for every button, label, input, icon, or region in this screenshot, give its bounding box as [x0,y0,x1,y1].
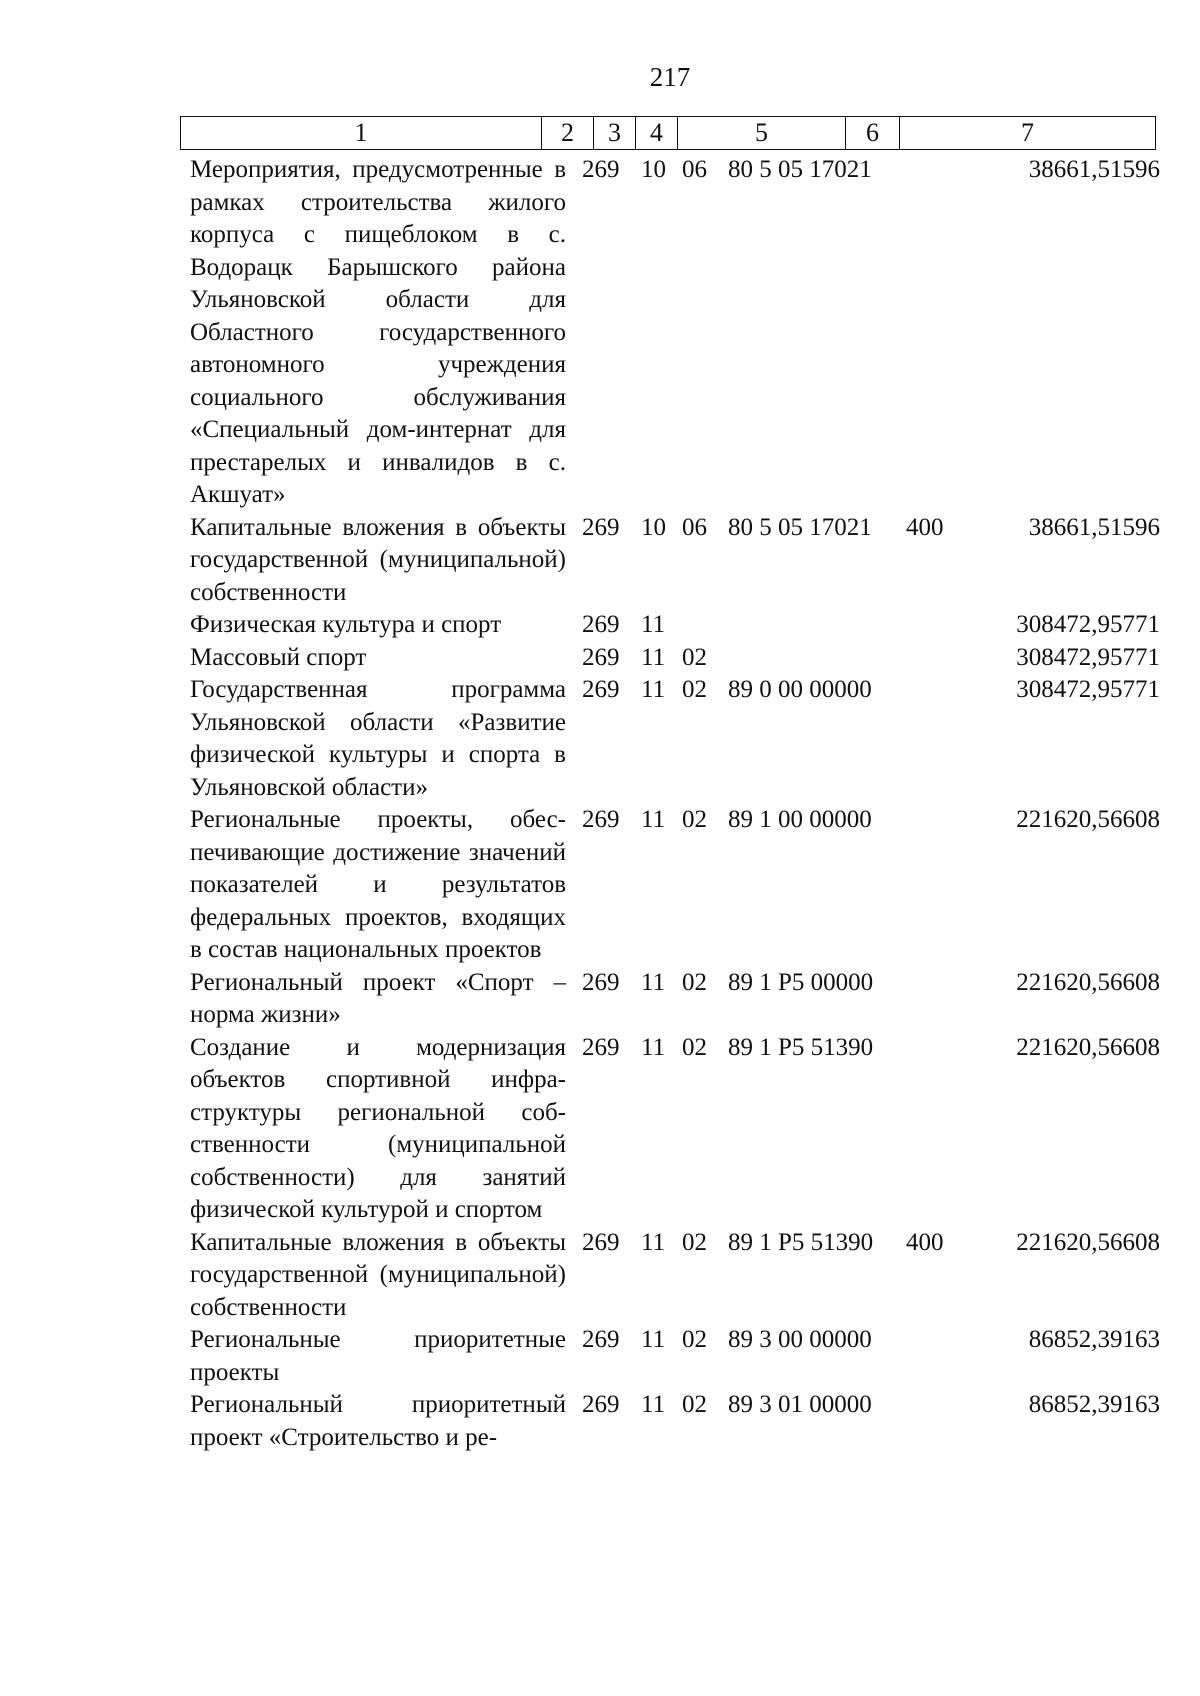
cell-pr: 02 [682,806,707,833]
cell-sum: 221620,56608 [1016,1033,1160,1061]
table-row [190,609,1170,642]
cell-rz: 11 [641,643,666,671]
cell-gr: 269 [582,806,620,833]
cell-rz: 11 [641,1391,666,1418]
header-col-7: 7 [899,117,1155,149]
cell-pr: 06 [682,156,707,183]
cell-pr: 02 [682,643,707,671]
cell-sum: 38661,51596 [1028,156,1160,183]
cell-rz: 11 [641,1326,666,1353]
header-col-2: 2 [541,117,593,149]
table-row [190,1324,1170,1389]
row-name: Капитальные вложения в объекты государственной (муниципальной) собственности [190,1228,566,1321]
cell-sum: 308472,95771 [1016,643,1160,671]
header-col-1: 1 [354,118,368,147]
row-name: Региональный приоритетный проект «Строительство и ре- [190,1391,566,1451]
row-name: Создание и модернизация объектов спортивной инфраструктуры региональной собственности (муниципальной собственности) для занятий физической культурой и спортом [190,1033,566,1223]
cell-sum: 221620,56608 [1016,1228,1160,1256]
cell-csr: 89 3 01 00000 [728,1391,872,1418]
table-row [190,1032,1170,1227]
row-name: Физическая культура и спорт [190,611,502,638]
cell-sum: 221620,56608 [1016,806,1160,833]
cell-rz: 11 [641,806,666,833]
cell-csr: 89 1 00 00000 [728,806,872,833]
cell-gr: 269 [582,1228,620,1256]
cell-rz: 10 [641,156,666,183]
cell-sum: 308472,95771 [1016,611,1160,638]
cell-gr: 269 [582,156,620,183]
cell-pr: 02 [682,1228,707,1256]
cell-gr: 269 [582,1033,620,1061]
header-col-3: 3 [593,117,635,149]
cell-csr: 89 1 P5 51390 [728,1228,874,1256]
cell-rz: 10 [641,513,666,541]
cell-rz: 11 [641,676,666,703]
cell-vr: 400 [906,1228,944,1256]
cell-gr: 269 [582,968,620,996]
row-name: Региональные проекты, обеспечивающие достижение значений показателей и результатов федеральных проектов, входящих в состав национальных проектов [190,806,566,963]
row-name: Массовый спорт [190,643,367,671]
cell-pr: 02 [682,968,707,996]
table-header [180,116,1156,150]
table-row [190,674,1170,804]
header-col-6: 6 [845,117,899,149]
table-row [190,967,1170,1032]
cell-gr: 269 [582,643,620,671]
row-name: Региональный проект «Спорт – норма жизни» [190,968,566,1028]
cell-sum: 86852,39163 [1028,1391,1160,1418]
cell-gr: 269 [582,1391,620,1418]
table-row [190,804,1170,967]
cell-sum: 308472,95771 [1016,676,1160,703]
table-row [190,1389,1170,1454]
cell-gr: 269 [582,611,620,638]
cell-csr: 80 5 05 17021 [728,513,872,541]
page-number: 217 [649,62,691,92]
cell-csr: 89 0 00 00000 [728,676,872,703]
cell-pr: 02 [682,676,707,703]
table-body [190,154,1170,1454]
cell-csr: 89 1 P5 00000 [728,968,874,996]
header-col-5: 5 [677,117,845,149]
row-name: Государственная программа Ульяновской области «Развитие физической культуры и спорта в Ульяновской области» [190,676,566,801]
cell-csr: 89 3 00 00000 [728,1326,872,1353]
row-name: Мероприятия, предусмотренные в рамках строительства жилого корпуса с пищеблоком в с. Водорацк Барышского района Ульяновской области для Областного государственного автономного учреждения социального обслуживания «Специальный дом-интернат для престарелых и инвалидов в с. Акшуат» [190,156,566,508]
table-row [190,1227,1170,1325]
cell-gr: 269 [582,676,620,703]
cell-gr: 269 [582,513,620,541]
cell-rz: 11 [641,1228,666,1256]
cell-pr: 02 [682,1033,707,1061]
cell-rz: 11 [641,968,666,996]
cell-rz: 11 [641,1033,666,1061]
cell-pr: 02 [682,1326,707,1353]
row-name: Капитальные вложения в объекты государственной (муниципальной) собственности [190,513,566,606]
cell-pr: 02 [682,1391,707,1418]
header-col-4: 4 [635,117,677,149]
cell-vr: 400 [906,513,944,541]
cell-csr: 89 1 P5 51390 [728,1033,874,1061]
cell-csr: 80 5 05 17021 [728,156,872,183]
cell-sum: 86852,39163 [1028,1326,1160,1353]
cell-sum: 221620,56608 [1016,968,1160,996]
table-row [190,512,1170,610]
table-row [190,154,1170,512]
cell-rz: 11 [641,611,666,638]
table-row [190,642,1170,675]
cell-pr: 06 [682,513,707,541]
cell-sum: 38661,51596 [1028,513,1160,541]
cell-gr: 269 [582,1326,620,1353]
row-name: Региональные приоритетные проекты [190,1326,566,1386]
